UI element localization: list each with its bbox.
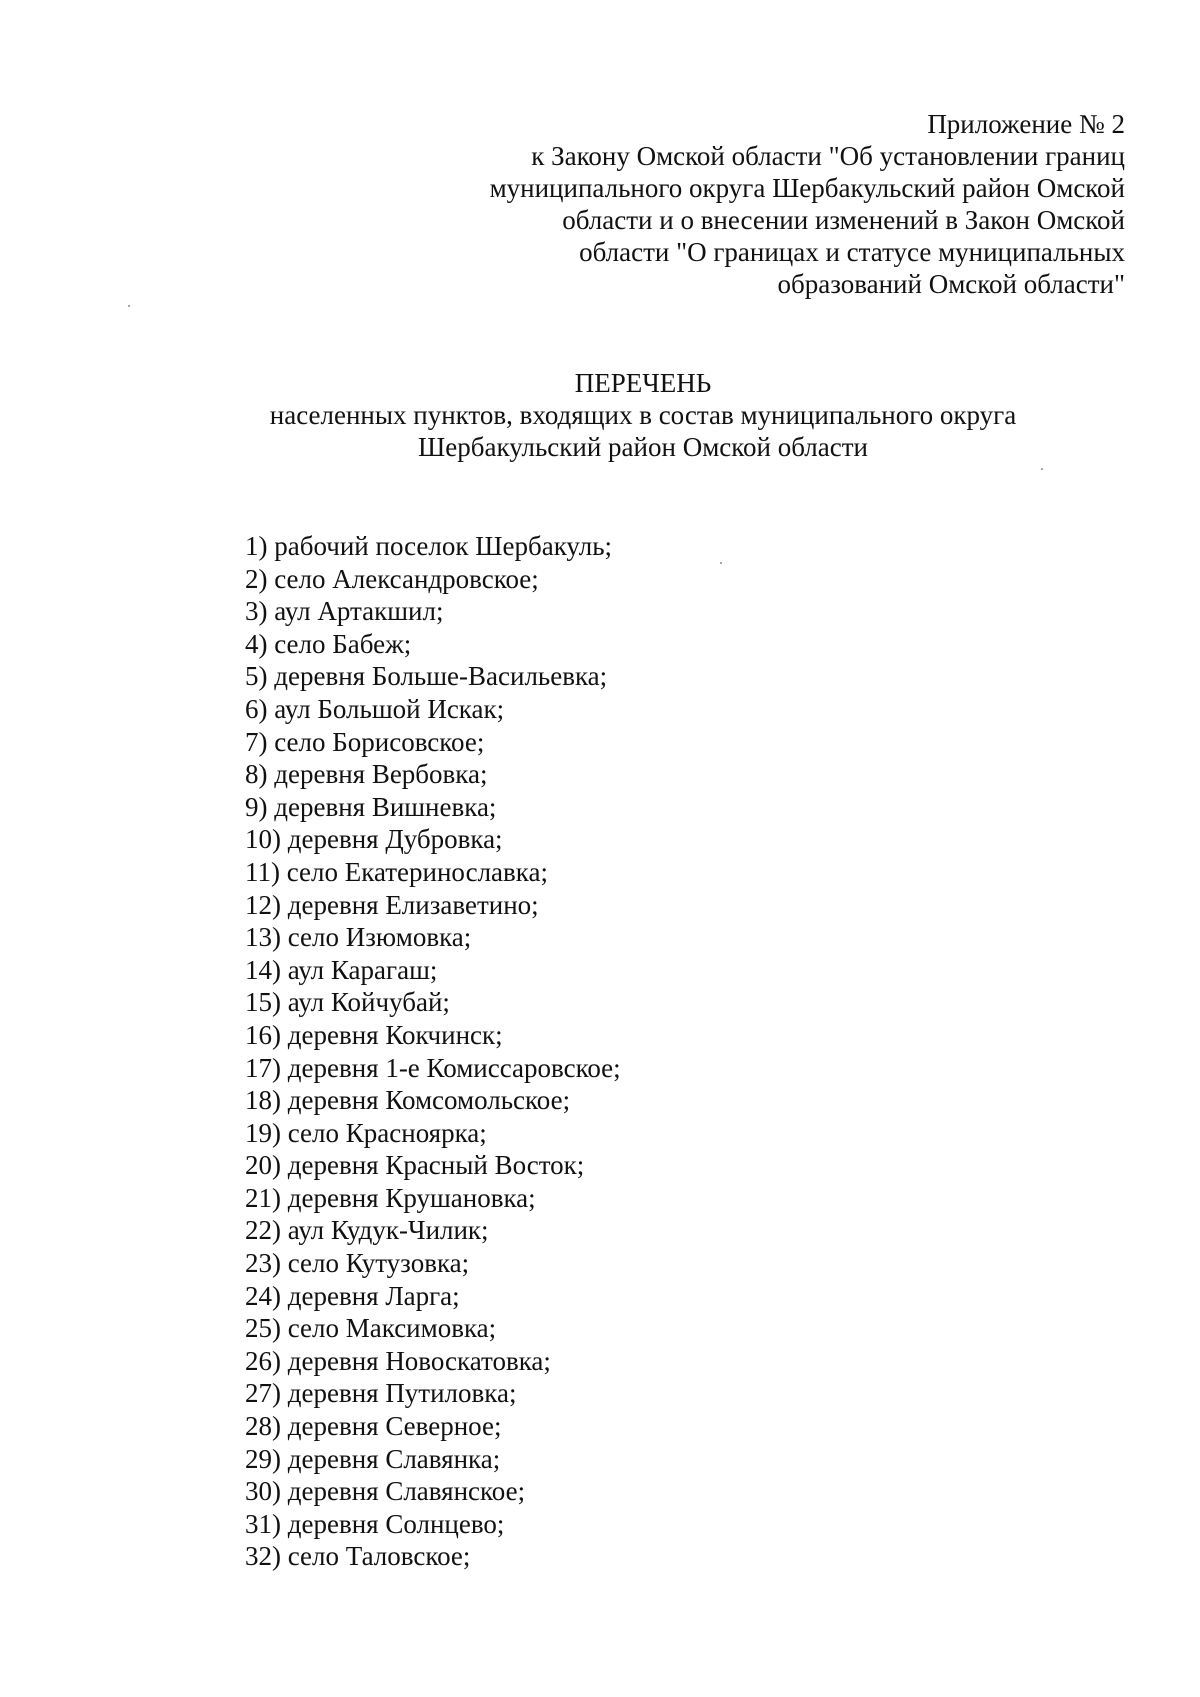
list-item: 29) деревня Славянка; <box>245 1443 501 1474</box>
list-item: 11) село Екатеринославка; <box>245 856 548 887</box>
list-item: 9) деревня Вишневка; <box>245 791 497 822</box>
appendix-number: Приложение № 2 <box>927 109 1125 139</box>
list-item: 30) деревня Славянское; <box>245 1476 526 1507</box>
list-title-block <box>120 367 1166 463</box>
scan-speck <box>720 562 722 564</box>
list-item: 3) аул Артакшил; <box>245 596 444 627</box>
appendix-law-reference-line: к Закону Омской области "Об установлении границ <box>531 141 1125 171</box>
appendix-law-reference-line: муниципального округа Шербакульский район Омской <box>489 173 1125 203</box>
list-item: 15) аул Койчубай; <box>245 987 450 1018</box>
list-item: 32) село Таловское; <box>245 1541 471 1572</box>
list-item: 14) аул Карагаш; <box>245 954 438 985</box>
list-item: 5) деревня Больше-Васильевка; <box>245 661 608 692</box>
list-item: 24) деревня Ларга; <box>245 1280 460 1311</box>
appendix-law-reference-line: области и о внесении изменений в Закон Омской <box>562 205 1125 235</box>
list-subtitle-line: Шербакульский район Омской области <box>418 432 868 462</box>
list-item: 31) деревня Солнцево; <box>245 1508 505 1539</box>
list-subtitle-line: населенных пунктов, входящих в состав муниципального округа <box>269 400 1017 430</box>
settlements-list <box>245 530 621 1573</box>
list-item: 18) деревня Комсомольское; <box>245 1085 571 1116</box>
appendix-header <box>405 108 1125 300</box>
list-item: 12) деревня Елизаветино; <box>245 889 539 920</box>
list-item: 19) село Красноярка; <box>245 1117 487 1148</box>
list-item: 20) деревня Красный Восток; <box>245 1150 585 1181</box>
list-item: 8) деревня Вербовка; <box>245 759 488 790</box>
list-heading: ПЕРЕЧЕНЬ <box>574 368 712 398</box>
appendix-law-reference-line: образований Омской области" <box>777 269 1125 299</box>
list-item: 10) деревня Дубровка; <box>245 824 503 855</box>
list-item: 27) деревня Путиловка; <box>245 1378 517 1409</box>
list-item: 21) деревня Крушановка; <box>245 1182 536 1213</box>
list-item: 26) деревня Новоскатовка; <box>245 1345 551 1376</box>
list-item: 4) село Бабеж; <box>245 628 412 659</box>
list-item: 6) аул Большой Искак; <box>245 693 505 724</box>
scan-speck <box>128 305 130 307</box>
list-item: 1) рабочий поселок Шербакуль; <box>245 531 613 561</box>
scan-speck <box>1041 468 1043 470</box>
list-item: 25) село Максимовка; <box>245 1313 497 1344</box>
list-item: 13) село Изюмовка; <box>245 922 472 953</box>
list-item: 22) аул Кудук-Чилик; <box>245 1215 489 1246</box>
list-item: 16) деревня Кокчинск; <box>245 1019 503 1050</box>
list-item: 23) село Кутузовка; <box>245 1248 470 1279</box>
list-item: 7) село Борисовское; <box>245 726 485 757</box>
list-item: 2) село Александровское; <box>245 563 539 594</box>
appendix-law-reference-line: области "О границах и статусе муниципальных <box>579 237 1125 267</box>
list-item: 17) деревня 1-е Комиссаровское; <box>245 1052 621 1083</box>
list-item: 28) деревня Северное; <box>245 1411 502 1442</box>
